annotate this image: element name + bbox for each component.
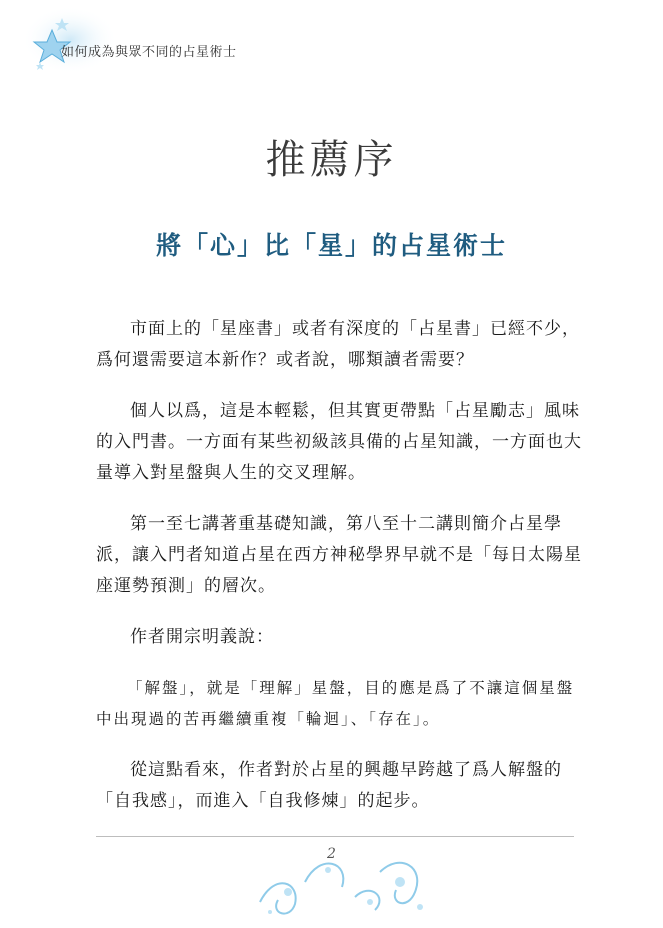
paragraph: 作者開宗明義說： xyxy=(130,627,274,647)
paragraph: 第一至七講著重基礎知識，第八至十二講則簡介占星學派，讓入門者知道占星在西方神秘學界早就不是「每日太陽星座運勢預測」的層次。 xyxy=(96,514,582,596)
footer-divider xyxy=(96,836,574,837)
paragraph: 市面上的「星座書」或者有深度的「占星書」已經不少，爲何還需要這本新作？或者說，哪類讀者需要？ xyxy=(96,319,580,370)
page-subtitle: 將「心」比「星」的占星術士 xyxy=(155,231,507,260)
quote-paragraph: 「解盤」，就是「理解」星盤，目的應是爲了不讓這個星盤中出現過的苦再繼續重複「輪迴」、「存在」。 xyxy=(96,679,575,728)
paragraph: 個人以爲，這是本輕鬆，但其實更帶點「占星勵志」風味的入門書。一方面有某些初級該具備的占星知識，一方面也大量導入對星盤與人生的交叉理解。 xyxy=(96,401,582,483)
page-number: 2 xyxy=(327,846,336,862)
header-title: 如何成為與眾不同的占星術士 xyxy=(61,45,237,60)
paragraph: 從這點看來，作者對於占星的興趣早跨越了爲人解盤的「自我感」，而進入「自我修煉」的起步。 xyxy=(96,760,562,811)
body-text xyxy=(96,314,586,837)
page-title: 推薦序 xyxy=(265,137,398,183)
